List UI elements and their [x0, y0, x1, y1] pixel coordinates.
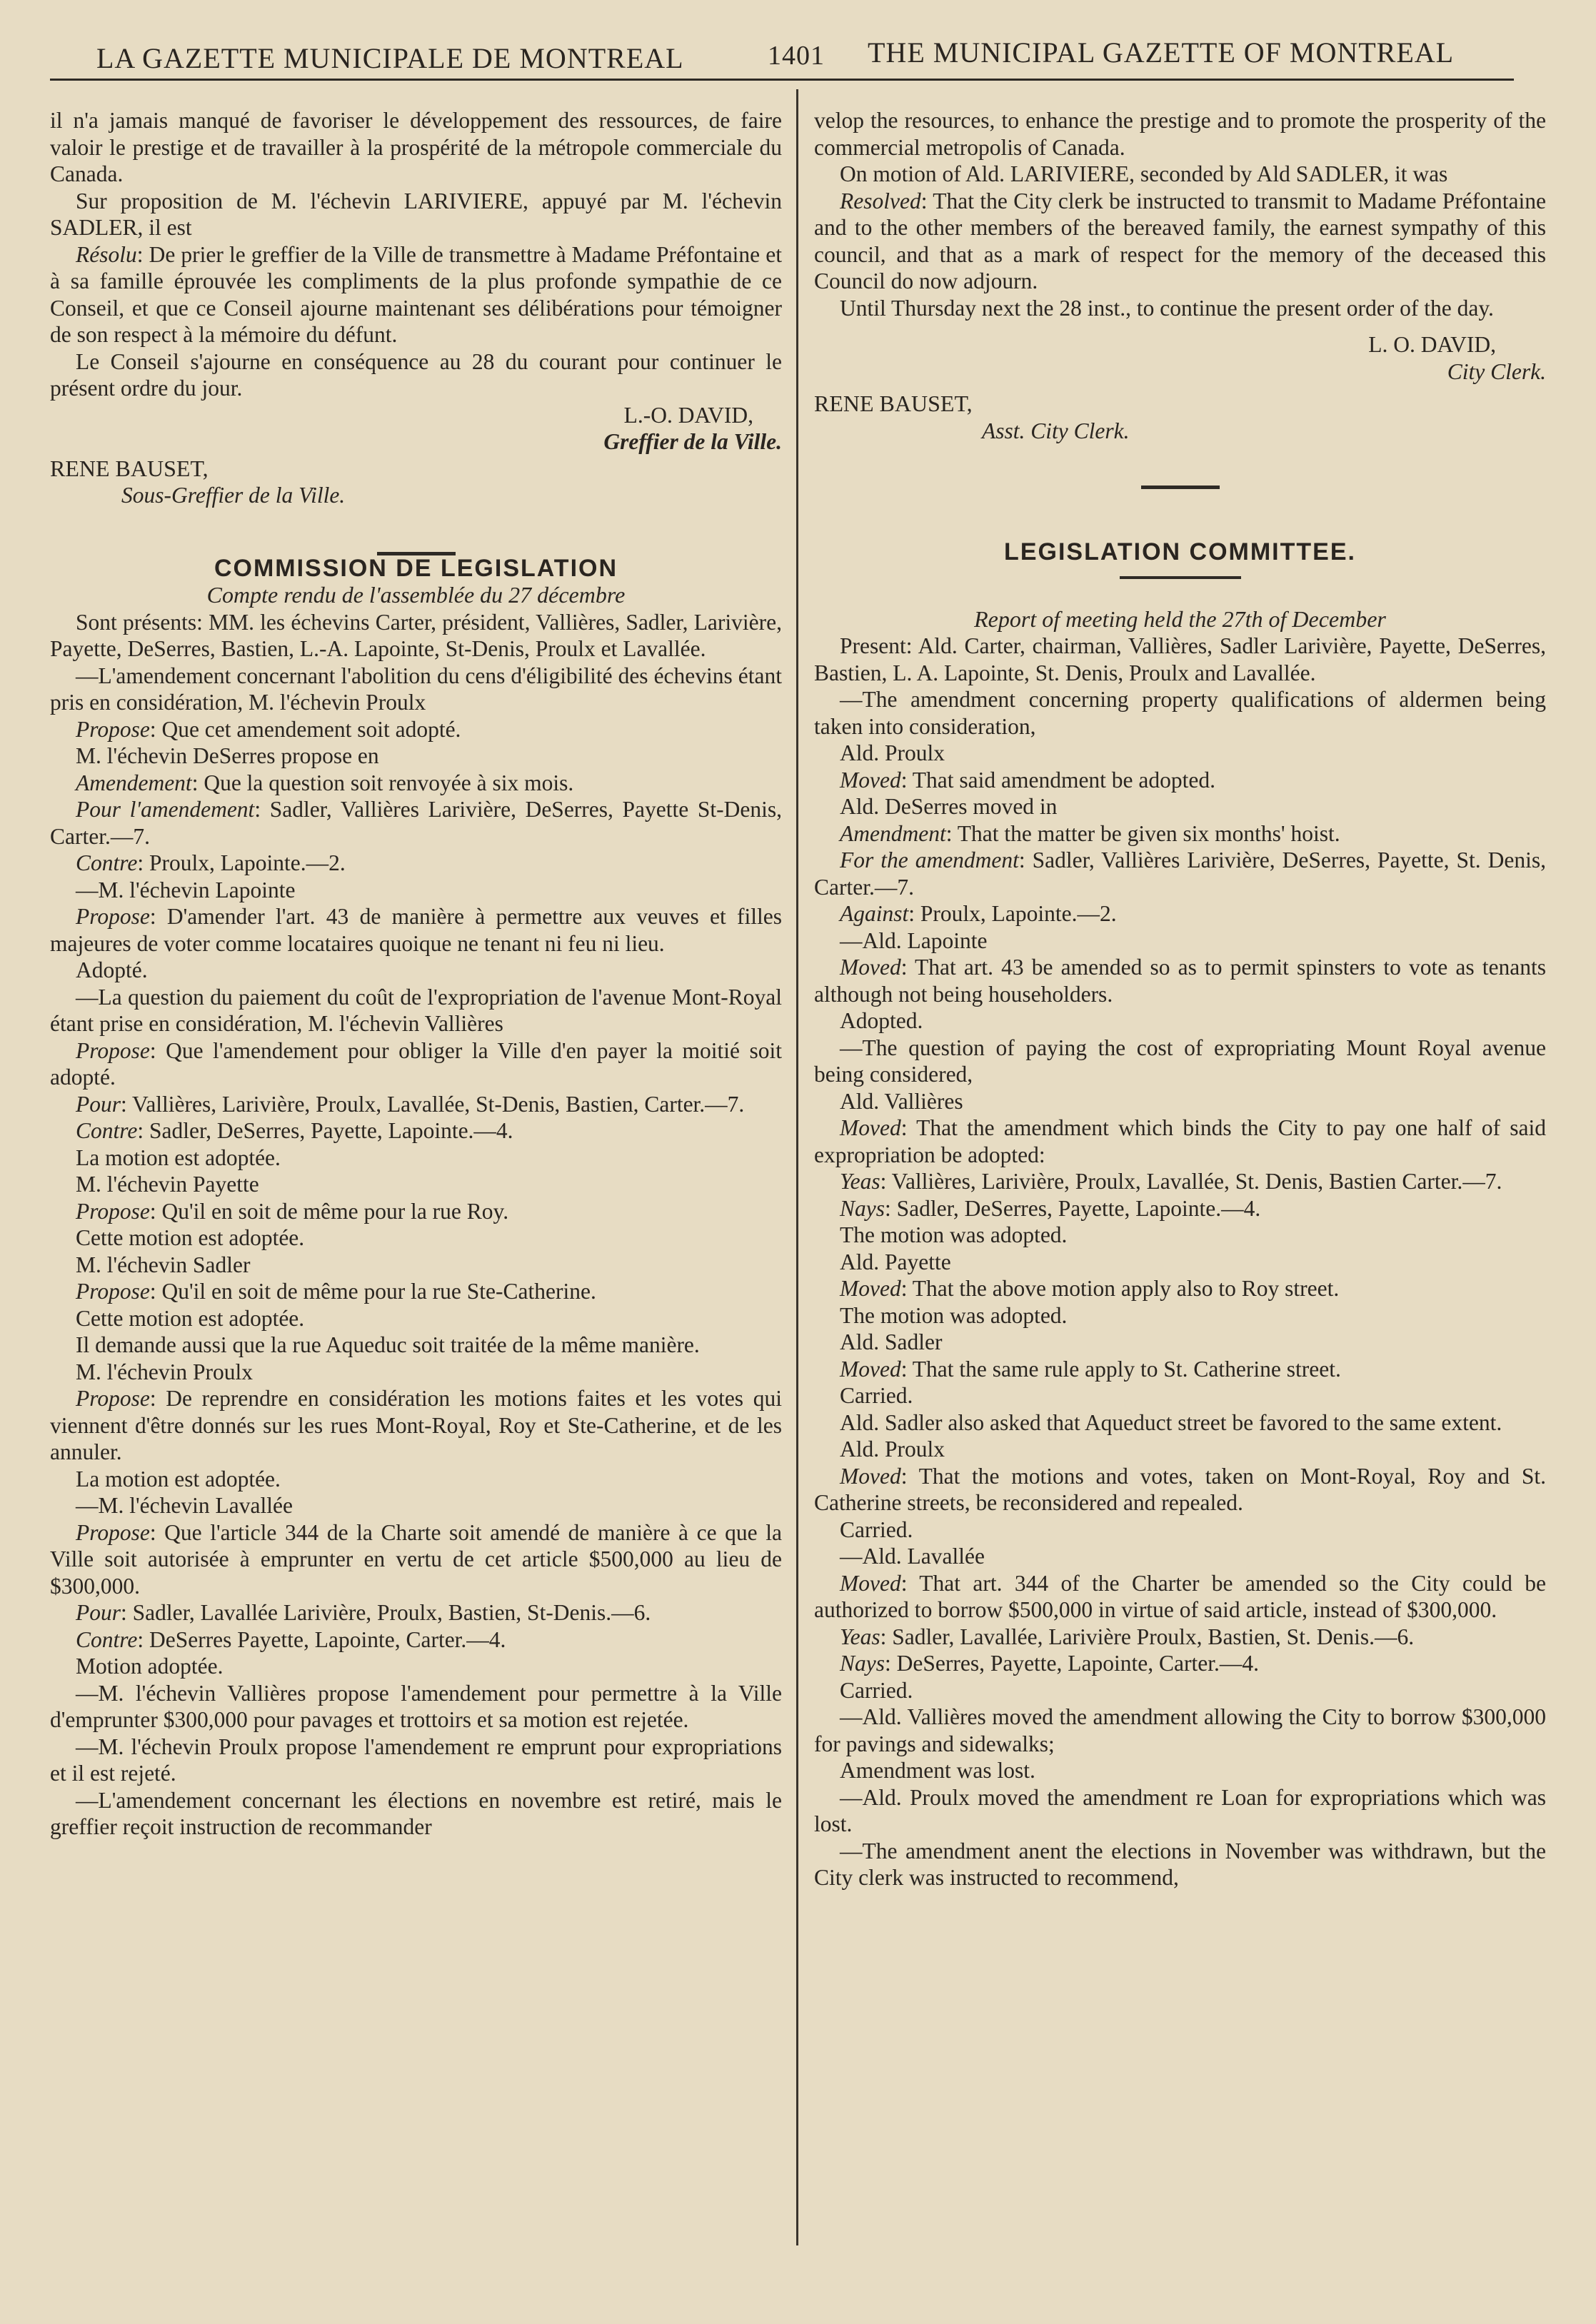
- entry-label: Moved: [840, 955, 901, 980]
- minutes-entry: [50, 1492, 782, 1519]
- minutes-entry: [814, 1463, 1546, 1516]
- entry-label: Moved: [840, 767, 901, 793]
- entry-text: —Ald. Proulx moved the amendment re Loan for expropriations which was lost.: [814, 1784, 1546, 1836]
- minutes-entry: [814, 847, 1546, 900]
- entry-label: Contre: [76, 1118, 138, 1143]
- french-column: [50, 107, 782, 1841]
- entry-text: Adopté.: [76, 957, 148, 982]
- header-rule: [50, 79, 1514, 81]
- entry-label: Moved: [840, 1276, 901, 1301]
- minutes-entry: [50, 1626, 782, 1654]
- entry-label: Propose: [76, 716, 150, 742]
- section-title: LEGISLATION COMMITTEE.: [1004, 538, 1356, 565]
- entry-text: —Ald. Lapointe: [840, 927, 988, 953]
- minutes-entry: [814, 1436, 1546, 1463]
- entry-text: Motion adoptée.: [76, 1654, 224, 1679]
- minutes-entry: [50, 1359, 782, 1386]
- entry-text: Adopted.: [840, 1008, 923, 1033]
- entry-label: Moved: [840, 1570, 901, 1596]
- minutes-entry: [814, 767, 1546, 794]
- section-rule: [1141, 486, 1220, 489]
- entry-text: : Qu'il en soit de même pour la rue Ste-Catherine.: [149, 1279, 596, 1304]
- minutes-entry: [814, 1035, 1546, 1088]
- entry-text: : Sadler, Vallières Larivière, DeSerres, Payette, St. Denis, Carter.—7.: [814, 847, 1546, 900]
- entry-text: : That the motions and votes, taken on Mont-Royal, Roy and St. Catherine streets, be reconsidered and repealed.: [814, 1463, 1546, 1515]
- entry-text: : Sadler, Lavallée, Larivière Proulx, Bastien, St. Denis.—6.: [880, 1624, 1415, 1649]
- minutes-entry: [814, 1329, 1546, 1356]
- minutes-entry: [814, 927, 1546, 955]
- minutes-entry: [50, 1224, 782, 1252]
- entry-text: Ald. DeSerres moved in: [840, 794, 1058, 819]
- minutes-entry: [814, 1838, 1546, 1891]
- minutes-entry: [814, 793, 1546, 820]
- resolution-label: Resolved: [840, 188, 921, 213]
- entry-label: Contre: [76, 850, 138, 875]
- entry-label: Nays: [840, 1195, 885, 1221]
- minutes-entry: [50, 1198, 782, 1225]
- minutes-entry: [50, 1519, 782, 1600]
- minutes-entry: [50, 716, 782, 743]
- minutes-entry: [50, 1305, 782, 1332]
- entry-text: : Que l'amendement pour obliger la Ville d'en payer la moitié soit adopté.: [50, 1037, 782, 1090]
- minutes-entry: [50, 1332, 782, 1359]
- minutes-entry: [50, 1252, 782, 1279]
- entry-label: For the amendment: [840, 847, 1019, 872]
- minutes-entry: [50, 1091, 782, 1118]
- minutes-entry: [814, 1275, 1546, 1302]
- entry-text: : That said amendment be adopted.: [900, 767, 1215, 793]
- minutes-entry: [814, 1624, 1546, 1651]
- minutes-entry: [814, 633, 1546, 686]
- entry-text: M. l'échevin Proulx: [76, 1359, 254, 1384]
- minutes-entry: [814, 1115, 1546, 1168]
- minutes-entry: [50, 1117, 782, 1145]
- minutes-list: [814, 633, 1546, 1891]
- signature-title: City Clerk.: [1447, 358, 1546, 384]
- signature-name: L. O. DAVID,: [1368, 332, 1496, 357]
- entry-label: Propose: [76, 904, 150, 929]
- minutes-entry: [50, 850, 782, 877]
- entry-text: Cette motion est adoptée.: [76, 1225, 305, 1250]
- entry-label: Pour: [76, 1600, 121, 1625]
- english-column: [814, 107, 1546, 1891]
- minutes-entry: [814, 1168, 1546, 1195]
- entry-text: : Proulx, Lapointe.—2.: [137, 850, 346, 875]
- entry-text: M. l'échevin Sadler: [76, 1252, 251, 1277]
- minutes-entry: [50, 609, 782, 663]
- section-title: COMMISSION DE LEGISLATION: [214, 554, 618, 582]
- minutes-entry: [50, 1385, 782, 1466]
- entry-text: : Sadler, Lavallée Larivière, Proulx, Bastien, St-Denis.—6.: [121, 1600, 651, 1625]
- signature-title: Asst. City Clerk.: [982, 418, 1130, 443]
- entry-text: Ald. Vallières: [840, 1088, 963, 1114]
- entry-text: Amendment was lost.: [840, 1758, 1035, 1783]
- entry-text: —L'amendement concernant les élections en novembre est retiré, mais le greffier reçoit instruction de recommander: [50, 1787, 782, 1839]
- minutes-entry: [50, 877, 782, 904]
- minutes-entry: [814, 1356, 1546, 1383]
- resolution-paragraph: [50, 241, 782, 348]
- minutes-entry: [814, 686, 1546, 740]
- entry-text: Present: Ald. Carter, chairman, Vallières, Sadler Larivière, Payette, DeSerres, Bastien, L. A. Lapointe, St. Denis, Proulx and Lavallée.: [814, 633, 1546, 685]
- minutes-entry: [814, 1382, 1546, 1409]
- entry-text: : Sadler, DeSerres, Payette, Lapointe.—4.: [885, 1195, 1261, 1221]
- minutes-entry: [814, 1650, 1546, 1677]
- minutes-entry: [50, 1653, 782, 1680]
- minutes-entry: [50, 796, 782, 850]
- entry-text: Carried.: [840, 1677, 913, 1703]
- minutes-entry: [50, 1466, 782, 1493]
- entry-label: Moved: [840, 1356, 901, 1382]
- entry-label: Contre: [76, 1626, 138, 1652]
- minutes-entry: [814, 900, 1546, 927]
- entry-text: Ald. Proulx: [840, 1437, 945, 1462]
- entry-label: Nays: [840, 1651, 885, 1676]
- section-subtitle: Compte rendu de l'assemblée du 27 décembre: [206, 582, 626, 608]
- entry-text: : Que cet amendement soit adopté.: [149, 716, 461, 742]
- entry-text: —The question of paying the cost of expropriating Mount Royal avenue being considered,: [814, 1035, 1546, 1087]
- entry-text: : Qu'il en soit de même pour la rue Roy.: [149, 1198, 509, 1224]
- entry-text: —Ald. Vallières moved the amendment allowing the City to borrow $300,000 for pavings and sidewalks;: [814, 1704, 1546, 1756]
- minutes-entry: [814, 1302, 1546, 1329]
- entry-text: Ald. Sadler: [840, 1329, 943, 1354]
- entry-text: : Proulx, Lapointe.—2.: [908, 901, 1117, 926]
- signature-title: Sous-Greffier de la Ville.: [121, 483, 346, 508]
- entry-label: Amendment: [840, 820, 946, 846]
- minutes-entry: [814, 740, 1546, 767]
- entry-label: Amendement: [76, 770, 192, 795]
- minutes-entry: [50, 1278, 782, 1305]
- entry-text: Il demande aussi que la rue Aqueduc soit traitée de la même manière.: [76, 1332, 700, 1357]
- entry-text: —L'amendement concernant l'abolition du cens d'éligibilité des échevins étant pris en considération, M. l'échevin Proulx: [50, 663, 782, 715]
- minutes-entry: [50, 1145, 782, 1172]
- minutes-entry: [814, 1543, 1546, 1570]
- column-divider: [796, 89, 798, 2245]
- minutes-entry: [814, 1704, 1546, 1757]
- minutes-entry: [814, 1677, 1546, 1704]
- entry-text: : That the matter be given six months' hoist.: [945, 820, 1340, 846]
- minutes-entry: [814, 1222, 1546, 1249]
- entry-text: The motion was adopted.: [840, 1302, 1068, 1328]
- entry-label: Pour: [76, 1091, 121, 1117]
- minutes-entry: [50, 1037, 782, 1091]
- entry-text: : That art. 43 be amended so as to permit spinsters to vote as tenants although not being householders.: [814, 955, 1546, 1007]
- signature-title: Greffier de la Ville.: [603, 429, 782, 454]
- entry-text: Carried.: [840, 1383, 913, 1408]
- entry-label: Propose: [76, 1198, 150, 1224]
- entry-text: : DeSerres Payette, Lapointe, Carter.—4.: [137, 1626, 506, 1652]
- entry-label: Pour l'amendement: [76, 797, 255, 822]
- minutes-entry: [50, 663, 782, 716]
- minutes-entry: [50, 770, 782, 797]
- entry-text: Ald. Payette: [840, 1249, 951, 1274]
- entry-text: : Vallières, Larivière, Proulx, Lavallée, St. Denis, Bastien Carter.—7.: [880, 1169, 1502, 1194]
- entry-label: Moved: [840, 1115, 901, 1140]
- minutes-entry: [814, 954, 1546, 1007]
- minutes-entry: [814, 1516, 1546, 1544]
- entry-label: Yeas: [840, 1624, 880, 1649]
- entry-text: Ald. Proulx: [840, 740, 945, 765]
- minutes-entry: [50, 1171, 782, 1198]
- entry-text: : Que la question soit renvoyée à six mois.: [191, 770, 574, 795]
- paragraph: On motion of Ald. LARIVIERE, seconded by Ald SADLER, it was: [840, 161, 1448, 186]
- entry-text: : That the above motion apply also to Roy street.: [900, 1276, 1340, 1301]
- minutes-entry: [50, 1599, 782, 1626]
- page-header: [86, 34, 1500, 84]
- entry-label: Propose: [76, 1386, 150, 1411]
- entry-text: M. l'échevin DeSerres propose en: [76, 743, 379, 768]
- resolution-text: : De prier le greffier de la Ville de transmettre à Madame Préfontaine et à sa famille éprouvée les compliments de la plus profonde sympathie de ce Conseil, et que ce Conseil ajourne maintenant ses délibérations pour témoigner de son respect à la mémoire du défunt.: [50, 241, 782, 347]
- entry-text: —The amendment anent the elections in November was withdrawn, but the City clerk was instructed to recommend,: [814, 1838, 1546, 1890]
- entry-text: —M. l'échevin Lavallée: [76, 1493, 293, 1518]
- entry-text: : Sadler, DeSerres, Payette, Lapointe.—4.: [137, 1118, 513, 1143]
- minutes-entry: [814, 820, 1546, 847]
- entry-text: Ald. Sadler also asked that Aqueduct street be favored to the same extent.: [840, 1409, 1502, 1435]
- entry-text: —M. l'échevin Proulx propose l'amendement re emprunt pour expropriations et il est rejeté.: [50, 1734, 782, 1786]
- entry-text: : DeSerres, Payette, Lapointe, Carter.—4.: [885, 1651, 1259, 1676]
- resolution-paragraph: [814, 188, 1546, 295]
- entry-text: : Sadler, Vallières Larivière, DeSerres, Payette St-Denis, Carter.—7.: [50, 797, 782, 849]
- entry-label: Moved: [840, 1463, 901, 1489]
- entry-text: —M. l'échevin Lapointe: [76, 877, 296, 902]
- minutes-entry: [814, 1409, 1546, 1437]
- entry-text: Cette motion est adoptée.: [76, 1305, 305, 1331]
- entry-text: : D'amender l'art. 43 de manière à permettre aux veuves et filles majeures de voter comme locataires quoique ne tenant ni feu ni lieu.: [50, 904, 782, 956]
- header-title-french: LA GAZETTE MUNICIPALE DE MONTREAL: [96, 42, 684, 74]
- section-subtitle: Report of meeting held the 27th of December: [974, 605, 1386, 632]
- entry-text: —The amendment concerning property qualifications of aldermen being taken into consideration,: [814, 687, 1546, 739]
- minutes-entry: [50, 903, 782, 957]
- entry-label: Propose: [76, 1037, 150, 1063]
- signature-name: RENE BAUSET,: [50, 455, 209, 481]
- entry-text: La motion est adoptée.: [76, 1466, 281, 1492]
- paragraph: Le Conseil s'ajourne en conséquence au 28 du courant pour continuer le présent ordre du jour.: [50, 348, 782, 401]
- entry-text: : That the same rule apply to St. Catherine street.: [900, 1356, 1341, 1382]
- page-number: 1401: [768, 41, 825, 71]
- entry-label: Propose: [76, 1519, 150, 1545]
- paragraph: Until Thursday next the 28 inst., to continue the present order of the day.: [840, 295, 1494, 321]
- minutes-entry: [50, 743, 782, 770]
- resolution-text: : That the City clerk be instructed to transmit to Madame Préfontaine and to the other members of the bereaved family, the earnest sympathy of this council, and that as a mark of respect for the memory of the deceased this Council do now adjourn.: [814, 188, 1546, 293]
- entry-text: The motion was adopted.: [840, 1222, 1068, 1247]
- title-underline: [1120, 576, 1241, 579]
- entry-text: : Que l'article 344 de la Charte soit amendé de manière à ce que la Ville soit autorisée à emprunter en vertu de cet article $500,000 au lieu de $300,000.: [50, 1519, 782, 1599]
- entry-text: —Ald. Lavallée: [840, 1544, 985, 1569]
- paragraph: Sur proposition de M. l'échevin LARIVIERE, appuyé par M. l'échevin SADLER, il est: [50, 188, 782, 240]
- entry-label: Yeas: [840, 1169, 880, 1194]
- minutes-entry: [814, 1195, 1546, 1222]
- minutes-entry: [814, 1570, 1546, 1624]
- header-title-english: THE MUNICIPAL GAZETTE OF MONTREAL: [868, 36, 1455, 69]
- entry-text: Carried.: [840, 1516, 913, 1542]
- entry-text: —M. l'échevin Vallières propose l'amendement pour permettre à la Ville d'emprunter $300,000 pour pavages et trottoirs et sa motion est rejetée.: [50, 1680, 782, 1732]
- minutes-entry: [814, 1784, 1546, 1838]
- signature-name: RENE BAUSET,: [814, 391, 973, 416]
- minutes-entry: [814, 1757, 1546, 1784]
- entry-text: Sont présents: MM. les échevins Carter, président, Vallières, Sadler, Larivière, Payette, DeSerres, Bastien, L.-A. Lapointe, St-Denis, Proulx et Lavallée.: [50, 609, 782, 661]
- minutes-entry: [50, 1787, 782, 1841]
- minutes-entry: [814, 1249, 1546, 1276]
- minutes-entry: [50, 1680, 782, 1734]
- signature-name: L.-O. DAVID,: [623, 402, 753, 428]
- entry-text: : Vallières, Larivière, Proulx, Lavallée, St-Denis, Bastien, Carter.—7.: [121, 1091, 745, 1117]
- paragraph: il n'a jamais manqué de favoriser le développement des ressources, de faire valoir le prestige et de travailler à la prospérité de la métropole commerciale du Canada.: [50, 108, 782, 186]
- entry-label: Propose: [76, 1279, 150, 1304]
- entry-text: La motion est adoptée.: [76, 1145, 281, 1170]
- minutes-entry: [814, 1007, 1546, 1035]
- entry-text: : That the amendment which binds the City to pay one half of said expropriation be adopted:: [814, 1115, 1546, 1167]
- entry-text: : That art. 344 of the Charter be amended so the City could be authorized to borrow $500,000 in virtue of said article, instead of $300,000.: [814, 1570, 1546, 1622]
- minutes-entry: [50, 1734, 782, 1787]
- paragraph: velop the resources, to enhance the prestige and to promote the prosperity of the commercial metropolis of Canada.: [814, 108, 1546, 160]
- entry-text: —La question du paiement du coût de l'expropriation de l'avenue Mont-Royal étant prise en considération, M. l'échevin Vallières: [50, 984, 782, 1036]
- entry-text: M. l'échevin Payette: [76, 1172, 259, 1197]
- resolution-label: Résolu: [76, 241, 137, 267]
- entry-label: Against: [840, 901, 909, 926]
- minutes-list: [50, 609, 782, 1841]
- minutes-entry: [50, 984, 782, 1037]
- minutes-entry: [50, 957, 782, 984]
- entry-text: : De reprendre en considération les motions faites et les votes qui viennent d'être donnés sur les rues Mont-Royal, Roy et Ste-Catherine, et de les annuler.: [50, 1386, 782, 1464]
- minutes-entry: [814, 1088, 1546, 1115]
